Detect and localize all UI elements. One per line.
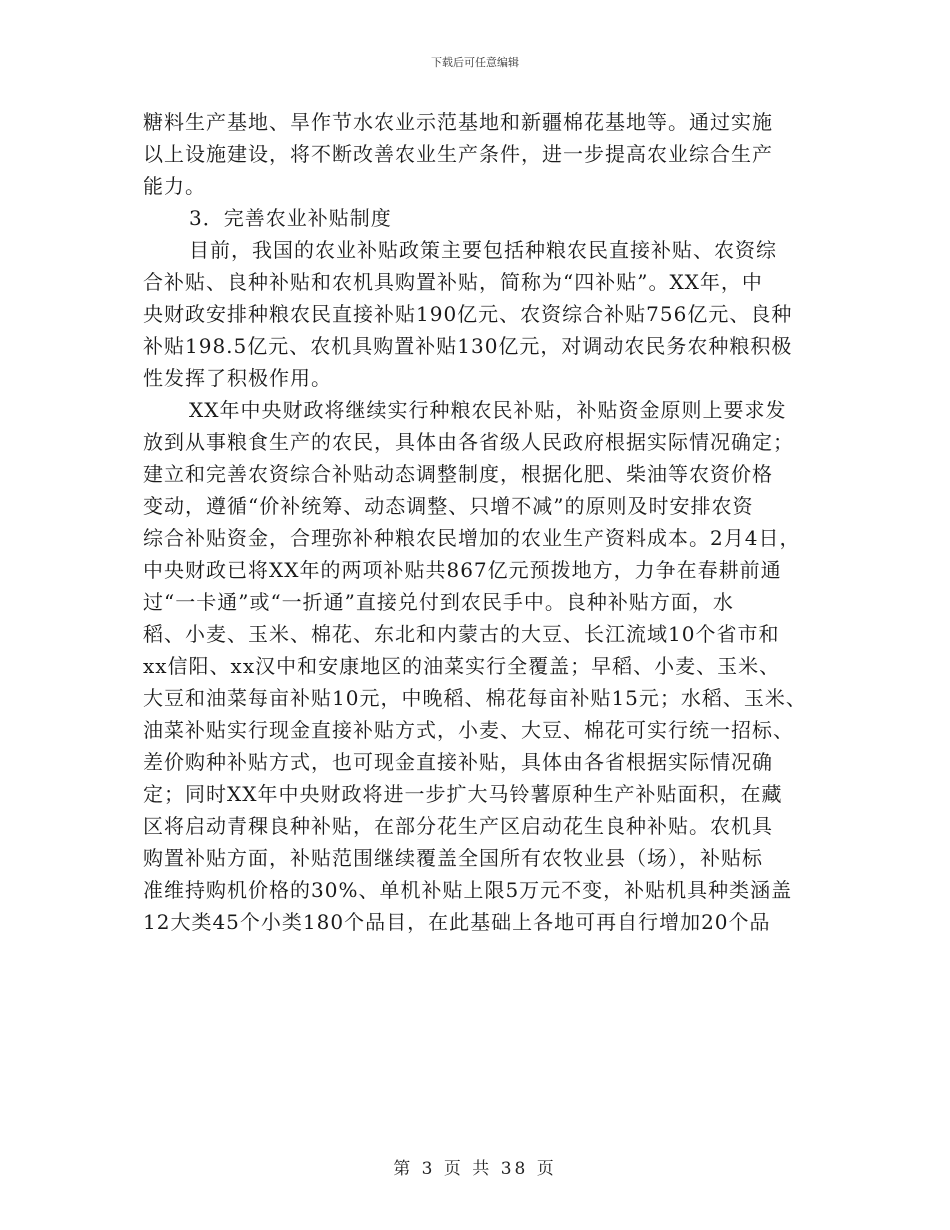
text-line: 大豆和油菜每亩补贴10元，中晚稻、棉花每亩补贴15元；水稻、玉米、 [143, 686, 807, 710]
page-footer: 第 3 页 共 38 页 [393, 1159, 557, 1179]
paragraph-first-line: 目前，我国的农业补贴政策主要包括种粮农民直接补贴、农资综 [189, 238, 777, 262]
text-line: 区将启动青稞良种补贴，在部分花生产区启动花生良种补贴。农机具 [143, 814, 773, 838]
text-line: 过“一卡通”或“一折通”直接兑付到农民手中。良种补贴方面，水 [143, 590, 734, 614]
text-line: 性发挥了积极作用。 [143, 366, 332, 390]
page-header: 下载后可任意编辑 [431, 56, 519, 69]
section-heading: 3．完善农业补贴制度 [189, 206, 392, 230]
text-line: 变动，遵循“价补统筹、动态调整、只增不减”的原则及时安排农资 [143, 494, 754, 518]
text-line: 以上设施建设，将不断改善农业生产条件，进一步提高农业综合生产 [143, 142, 773, 166]
text-line: xx信阳、xx汉中和安康地区的油菜实行全覆盖；早稻、小麦、玉米、 [143, 654, 781, 678]
text-line: 合补贴、良种补贴和农机具购置补贴，简称为“四补贴”。XX年，中 [143, 270, 763, 294]
text-line: 中央财政已将XX年的两项补贴共867亿元预拨地方，力争在春耕前通 [143, 558, 782, 582]
text-line: 差价购种补贴方式，也可现金直接补贴，具体由各省根据实际情况确 [143, 750, 773, 774]
text-line: 油菜补贴实行现金直接补贴方式，小麦、大豆、棉花可实行统一招标、 [143, 718, 794, 742]
paragraph-first-line: XX年中央财政将继续实行种粮农民补贴，补贴资金原则上要求发 [189, 398, 787, 422]
text-line: 定；同时XX年中央财政将进一步扩大马铃薯原种生产补贴面积，在藏 [143, 782, 783, 806]
text-line: 准维持购机价格的30%、单机补贴上限5万元不变，补贴机具种类涵盖 [143, 878, 793, 902]
text-line: 购置补贴方面，补贴范围继续覆盖全国所有农牧业县（场），补贴标 [143, 846, 763, 870]
document-body [143, 106, 833, 938]
text-line: 建立和完善农资综合补贴动态调整制度，根据化肥、柴油等农资价格 [143, 462, 773, 486]
text-line: 综合补贴资金，合理弥补种粮农民增加的农业生产资料成本。2月4日， [143, 526, 801, 550]
text-line: 能力。 [143, 174, 206, 198]
text-line: 稻、小麦、玉米、棉花、东北和内蒙古的大豆、长江流域10个省市和 [143, 622, 780, 646]
text-line: 央财政安排种粮农民直接补贴190亿元、农资综合补贴756亿元、良种 [143, 302, 793, 326]
text-line: 12大类45个小类180个品目，在此基础上各地可再自行增加20个品 [143, 910, 771, 934]
text-line: 放到从事粮食生产的农民，具体由各省级人民政府根据实际情况确定； [143, 430, 794, 454]
text-line: 糖料生产基地、旱作节水农业示范基地和新疆棉花基地等。通过实施 [143, 110, 773, 134]
text-line: 补贴198.5亿元、农机具购置补贴130亿元，对调动农民务农种粮积极 [143, 334, 793, 358]
